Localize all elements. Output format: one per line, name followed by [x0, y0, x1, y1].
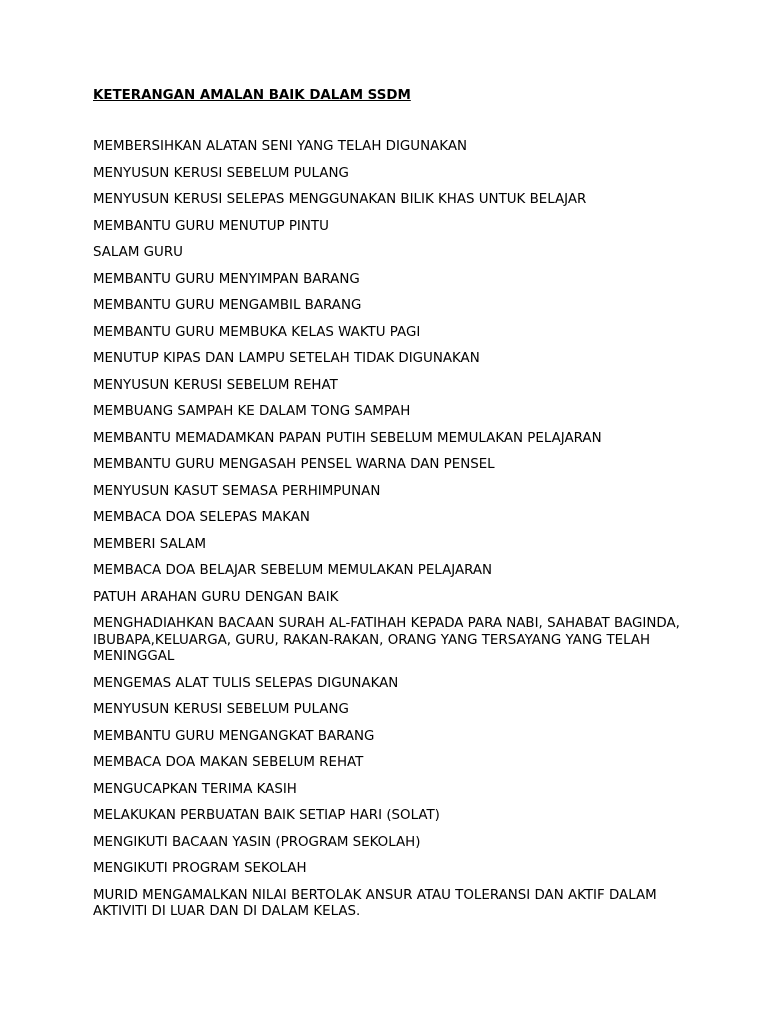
list-item: MEMBANTU GURU MENGASAH PENSEL WARNA DAN PENSEL	[93, 457, 495, 472]
list-item: PATUH ARAHAN GURU DENGAN BAIK	[93, 589, 339, 605]
list-item: MENGHADIAHKAN BACAAN SURAH AL-FATIHAH KEPADA PARA NABI, SAHABAT BAGINDA, IBUBAPA,KELUARGA, GURU, RAKAN-RAKAN, ORANG YANG TERSAYANG YANG TELAH MENINGGAL	[93, 616, 680, 664]
list-item: MEMBANTU GURU MEMBUKA KELAS WAKTU PAGI	[93, 324, 421, 340]
list-item: MEMBUANG SAMPAH KE DALAM TONG SAMPAH	[93, 404, 411, 419]
list-item: MENGIKUTI PROGRAM SEKOLAH	[93, 861, 307, 876]
list-item: MEMBERI SALAM	[93, 536, 207, 552]
list-item: MENYUSUN KERUSI SELEPAS MENGGUNAKAN BILIK KHAS UNTUK BELAJAR	[93, 192, 587, 207]
list-item: MEMBACA DOA SELEPAS MAKAN	[93, 510, 310, 525]
list-item: MEMBANTU GURU MENGAMBIL BARANG	[93, 298, 362, 313]
good-practices-list	[93, 139, 683, 921]
list-item: MEMBACA DOA BELAJAR SEBELUM MEMULAKAN PELAJARAN	[93, 563, 493, 578]
list-item: MENYUSUN KASUT SEMASA PERHIMPUNAN	[93, 483, 381, 499]
list-item: MENGEMAS ALAT TULIS SELEPAS DIGUNAKAN	[93, 675, 399, 691]
list-item: MENGIKUTI BACAAN YASIN (PROGRAM SEKOLAH)	[93, 834, 421, 850]
list-item: MEMBACA DOA MAKAN SEBELUM REHAT	[93, 755, 364, 770]
list-item: MENYUSUN KERUSI SEBELUM REHAT	[93, 377, 338, 393]
list-item: MENYUSUN KERUSI SEBELUM PULANG	[93, 165, 349, 181]
list-item: MEMBANTU GURU MENGANGKAT BARANG	[93, 728, 375, 744]
list-item: MENGUCAPKAN TERIMA KASIH	[93, 781, 297, 797]
list-item: MENUTUP KIPAS DAN LAMPU SETELAH TIDAK DIGUNAKAN	[93, 351, 480, 366]
list-item: MEMBANTU GURU MENYIMPAN BARANG	[93, 271, 360, 287]
list-item: MEMBERSIHKAN ALATAN SENI YANG TELAH DIGUNAKAN	[93, 139, 468, 154]
list-item: MEMBANTU MEMADAMKAN PAPAN PUTIH SEBELUM MEMULAKAN PELAJARAN	[93, 430, 602, 446]
document-page	[93, 87, 683, 931]
list-item: MENYUSUN KERUSI SEBELUM PULANG	[93, 702, 349, 717]
list-item: SALAM GURU	[93, 245, 183, 260]
list-item: MURID MENGAMALKAN NILAI BERTOLAK ANSUR ATAU TOLERANSI DAN AKTIF DALAM AKTIVITI DI LUAR DAN DI DALAM KELAS.	[93, 887, 657, 919]
list-item: MEMBANTU GURU MENUTUP PINTU	[93, 218, 329, 234]
list-item: MELAKUKAN PERBUATAN BAIK SETIAP HARI (SOLAT)	[93, 808, 440, 823]
document-title: KETERANGAN AMALAN BAIK DALAM SSDM	[93, 88, 411, 103]
